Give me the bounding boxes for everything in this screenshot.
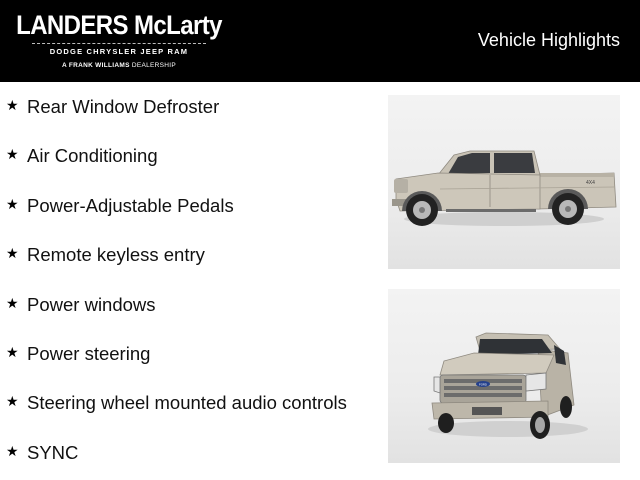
feature-label: Remote keyless entry [27, 244, 205, 266]
logo-dealer-name: LANDERS McLarty [16, 11, 222, 41]
star-icon: ★ [6, 196, 19, 213]
list-item [6, 390, 376, 439]
truck-front-illustration [388, 289, 620, 463]
dealer-logo[interactable] [14, 10, 224, 74]
star-icon: ★ [6, 147, 19, 164]
feature-label: Power steering [27, 342, 151, 364]
truck-side-illustration [388, 95, 620, 269]
star-icon: ★ [6, 443, 19, 460]
star-icon: ★ [6, 394, 19, 411]
star-icon: ★ [6, 295, 19, 312]
list-item [6, 242, 376, 291]
feature-label: Power windows [27, 293, 156, 315]
vehicle-photo-front[interactable] [388, 289, 620, 463]
logo-dealership-line [14, 62, 224, 69]
feature-label: Steering wheel mounted audio controls [27, 392, 347, 414]
star-icon: ★ [6, 344, 19, 361]
logo-dealer-group: A FRANK WILLIAMS [61, 62, 130, 69]
feature-label: SYNC [27, 441, 79, 463]
star-icon: ★ [6, 98, 19, 114]
badge-4x4: 4X4 [586, 180, 595, 186]
logo-divider [32, 43, 206, 44]
list-item [6, 143, 376, 192]
list-item [6, 94, 376, 143]
list-item [6, 193, 376, 242]
list-item [6, 341, 376, 390]
logo-dealership-word: DEALERSHIP [131, 62, 177, 69]
list-item [6, 292, 376, 341]
logo-brands: DODGE CHRYSLER JEEP RAM [49, 47, 189, 56]
feature-label: Rear Window Defroster [27, 96, 220, 117]
header-bar [0, 0, 640, 82]
page-title: Vehicle Highlights [477, 30, 620, 50]
feature-label: Power-Adjustable Pedals [27, 194, 234, 216]
feature-label: Air Conditioning [27, 145, 158, 167]
star-icon: ★ [6, 246, 19, 263]
feature-list [6, 94, 376, 480]
ford-badge: FORD [479, 382, 487, 387]
vehicle-photo-side[interactable] [388, 95, 620, 269]
list-item [6, 440, 376, 480]
